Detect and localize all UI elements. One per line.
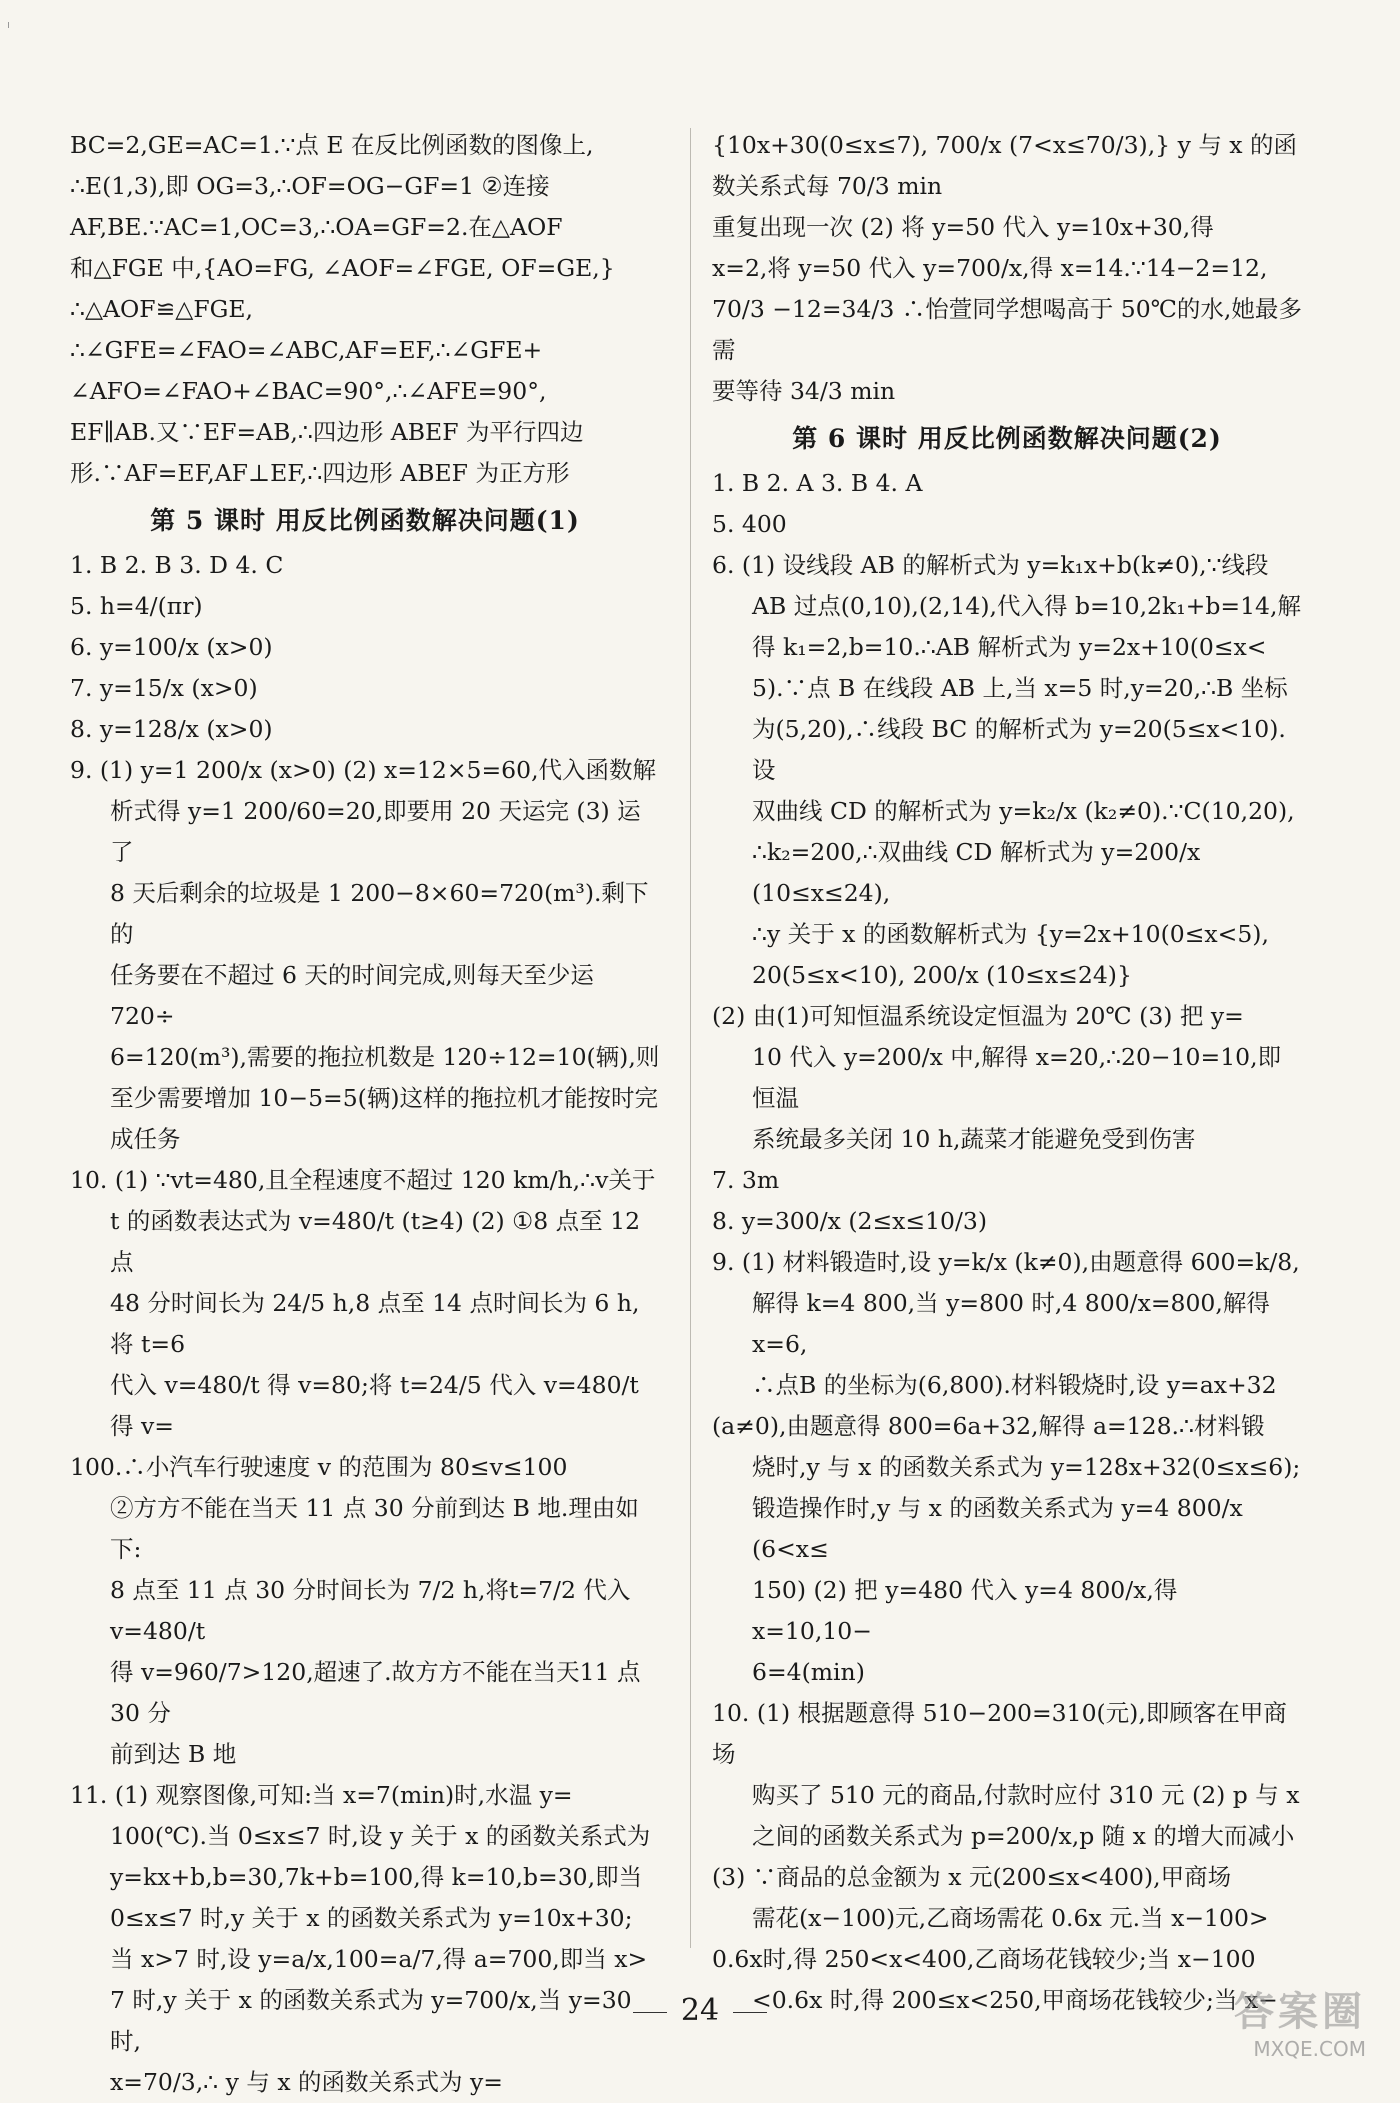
answer-line: 8 点至 11 点 30 分时间长为 7/2 h,将t=7/2 代入 v=480/t [110,1576,631,1645]
answer-line: 购买了 510 元的商品,付款时应付 310 元 (2) p 与 x [752,1781,1300,1809]
answer-line: 代入 v=480/t 得 v=80;将 t=24/5 代入 v=480/t 得 v= [110,1371,639,1440]
text-line: 70/3 −12=34/3 ∴怡萱同学想喝高于 50℃的水,她最多需 [712,295,1302,364]
answer-line: x=70/3,∴ y 与 x 的函数关系式为 y= [110,2068,503,2096]
text-line: {10x+30(0≤x≤7), 700/x (7<x≤70/3),} y 与 x 的函数关系式每 70/3 min [712,131,1298,200]
answer-line: 0≤x≤7 时,y 关于 x 的函数关系式为 y=10x+30; [110,1904,633,1932]
text-line: AF,BE.∵AC=1,OC=3,∴OA=GF=2.在△AOF [70,213,563,241]
column-divider [690,128,691,1948]
answer-line: 至少需要增加 10−5=5(辆)这样的拖拉机才能按时完 [110,1084,658,1112]
answer-line: ∴k₂=200,∴双曲线 CD 解析式为 y=200/x (10≤x≤24), [752,838,1201,907]
answer-line: (2) 由(1)可知恒温系统设定恒温为 20℃ (3) 把 y= [712,1002,1244,1030]
answer-line: 任务要在不超过 6 天的时间完成,则每天至少运 720÷ [110,961,594,1030]
answer-line: 7 时,y 关于 x 的函数关系式为 y=700/x,当 y=30 时, [110,1986,632,2055]
answer-line: ∴点B 的坐标为(6,800).材料锻烧时,设 y=ax+32 [752,1371,1277,1399]
answer-line: 析式得 y=1 200/60=20,即要用 20 天运完 (3) 运了 [110,797,641,866]
answer-line: 系统最多关闭 10 h,蔬菜才能避免受到伤害 [752,1125,1196,1153]
left-solution-continuation [70,125,660,494]
text-line: 形.∵AF=EF,AF⊥EF,∴四边形 ABEF 为正方形 [70,459,570,487]
answer-line: AB 过点(0,10),(2,14),代入得 b=10,2k₁+b=14,解 [752,592,1301,620]
answer-line: 9. (1) 材料锻造时,设 y=k/x (k≠0),由题意得 600=k/8, [712,1248,1300,1276]
answer-line: 前到达 B 地 [110,1740,237,1768]
answer-line: ∴y 关于 x 的函数解析式为 {y=2x+10(0≤x<5), 20(5≤x<10), 200/x (10≤x≤24)} [752,920,1269,989]
answer-line: 锻造操作时,y 与 x 的函数关系式为 y=4 800/x (6<x≤ [752,1494,1243,1563]
answer-line: 10. (1) ∵vt=480,且全程速度不超过 120 km/h,∴v关于 [70,1166,656,1194]
answer-line: 9. (1) y=1 200/x (x>0) (2) x=12×5=60,代入函数解 [70,756,657,784]
answer-line: 6=4(min) [752,1658,865,1686]
answer-line: 5. 400 [712,510,787,538]
text-line: ∠AFO=∠FAO+∠BAC=90°,∴∠AFE=90°, [70,377,547,405]
text-line: 和△FGE 中,{AO=FG, ∠AOF=∠FGE, OF=GE,} ∴△AOF≌△FGE, [70,254,615,323]
text-line: BC=2,GE=AC=1.∵点 E 在反比例函数的图像上, [70,131,594,159]
answer-line: 10 代入 y=200/x 中,解得 x=20,∴20−10=10,即恒温 [752,1043,1282,1112]
answer-line: 1. B 2. B 3. D 4. C [70,551,284,579]
answer-line: 10. (1) 根据题意得 510−200=310(元),即顾客在甲商场 [712,1699,1287,1768]
answer-line: 7. 3m [712,1166,780,1194]
answer-line: <0.6x 时,得 200≤x<250,甲商场花钱较少;当 x− [752,1986,1278,2014]
watermark-url: MXQE.COM [1253,2037,1366,2061]
text-line: 要等待 34/3 min [712,377,896,405]
watermark-logo: 答案圈 [1234,1988,1366,2035]
answer-line: ②方方不能在当天 11 点 30 分前到达 B 地.理由如下: [110,1494,639,1563]
answer-line: 得 k₁=2,b=10.∴AB 解析式为 y=2x+10(0≤x< [752,633,1267,661]
answer-line: 烧时,y 与 x 的函数关系式为 y=128x+32(0≤x≤6); [752,1453,1301,1481]
answer-line: 100.∴小汽车行驶速度 v 的范围为 80≤v≤100 [70,1453,568,1481]
text-line: x=2,将 y=50 代入 y=700/x,得 x=14.∵14−2=12, [712,254,1268,282]
answer-line: 8. y=300/x (2≤x≤10/3) [712,1207,988,1235]
answer-line: 需花(x−100)元,乙商场需花 0.6x 元.当 x−100> [752,1904,1269,1932]
answer-line: y=kx+b,b=30,7k+b=100,得 k=10,b=30,即当 [110,1863,643,1891]
watermark [1234,1980,1366,2061]
answer-line: 双曲线 CD 的解析式为 y=k₂/x (k₂≠0).∵C(10,20), [752,797,1295,825]
lesson-5-heading: 第 5 课时 用反比例函数解决问题(1) [150,506,580,535]
right-column [712,125,1302,2021]
answer-line: 1. B 2. A 3. B 4. A [712,469,923,497]
corner-mark [8,22,15,28]
answer-line: (a≠0),由题意得 800=6a+32,解得 a=128.∴材料锻 [712,1412,1265,1440]
answer-line: 8 天后剩余的垃圾是 1 200−8×60=720(m³).剩下的 [110,879,649,948]
page-number [0,1993,1400,2028]
answer-line: 48 分时间长为 24/5 h,8 点至 14 点时间长为 6 h,将 t=6 [110,1289,640,1358]
answer-line: t 的函数表达式为 v=480/t (t≥4) (2) ①8 点至 12 点 [110,1207,641,1276]
page-number-text: 24 [680,1993,720,2028]
text-line: 重复出现一次 (2) 将 y=50 代入 y=10x+30,得 [712,213,1214,241]
answer-line: 成任务 [110,1125,181,1153]
answer-line: 7. y=15/x (x>0) [70,674,258,702]
lesson-6-heading: 第 6 课时 用反比例函数解决问题(2) [792,424,1222,453]
answer-line: 得 v=960/7>120,超速了.故方方不能在当天11 点 30 分 [110,1658,641,1727]
left-column [70,125,660,2103]
answer-line: 150) (2) 把 y=480 代入 y=4 800/x,得 x=10,10− [752,1576,1178,1645]
answer-line: (3) ∵商品的总金额为 x 元(200≤x<400),甲商场 [712,1863,1232,1891]
answer-line: 100(℃).当 0≤x≤7 时,设 y 关于 x 的函数关系式为 [110,1822,651,1850]
answer-line: 之间的函数关系式为 p=200/x,p 随 x 的增大而减小 [752,1822,1295,1850]
lesson-5-answers [70,545,660,2103]
answer-line: 8. y=128/x (x>0) [70,715,273,743]
answer-line: 5. h=4/(πr) [70,592,203,620]
right-solution-continuation [712,125,1302,412]
answer-line: 0.6x时,得 250<x<400,乙商场花钱较少;当 x−100 [712,1945,1256,1973]
answer-line: 6. y=100/x (x>0) [70,633,273,661]
answer-line: 6=120(m³),需要的拖拉机数是 120÷12=10(辆),则 [110,1043,660,1071]
text-line: ∴∠GFE=∠FAO=∠ABC,AF=EF,∴∠GFE+ [70,336,543,364]
text-line: EF∥AB.又∵EF=AB,∴四边形 ABEF 为平行四边 [70,418,584,446]
answer-line: 6. (1) 设线段 AB 的解析式为 y=k₁x+b(k≠0),∵线段 [712,551,1269,579]
answer-line: 11. (1) 观察图像,可知:当 x=7(min)时,水温 y= [70,1781,573,1809]
answer-line: 解得 k=4 800,当 y=800 时,4 800/x=800,解得 x=6, [752,1289,1270,1358]
answer-line: 5).∵点 B 在线段 AB 上,当 x=5 时,y=20,∴B 坐标 [752,674,1288,702]
answer-line: 当 x>7 时,设 y=a/x,100=a/7,得 a=700,即当 x> [110,1945,648,1973]
answer-line: 为(5,20),∴线段 BC 的解析式为 y=20(5≤x<10).设 [752,715,1286,784]
lesson-6-answers [712,463,1302,2021]
text-line: ∴E(1,3),即 OG=3,∴OF=OG−GF=1 ②连接 [70,172,550,200]
